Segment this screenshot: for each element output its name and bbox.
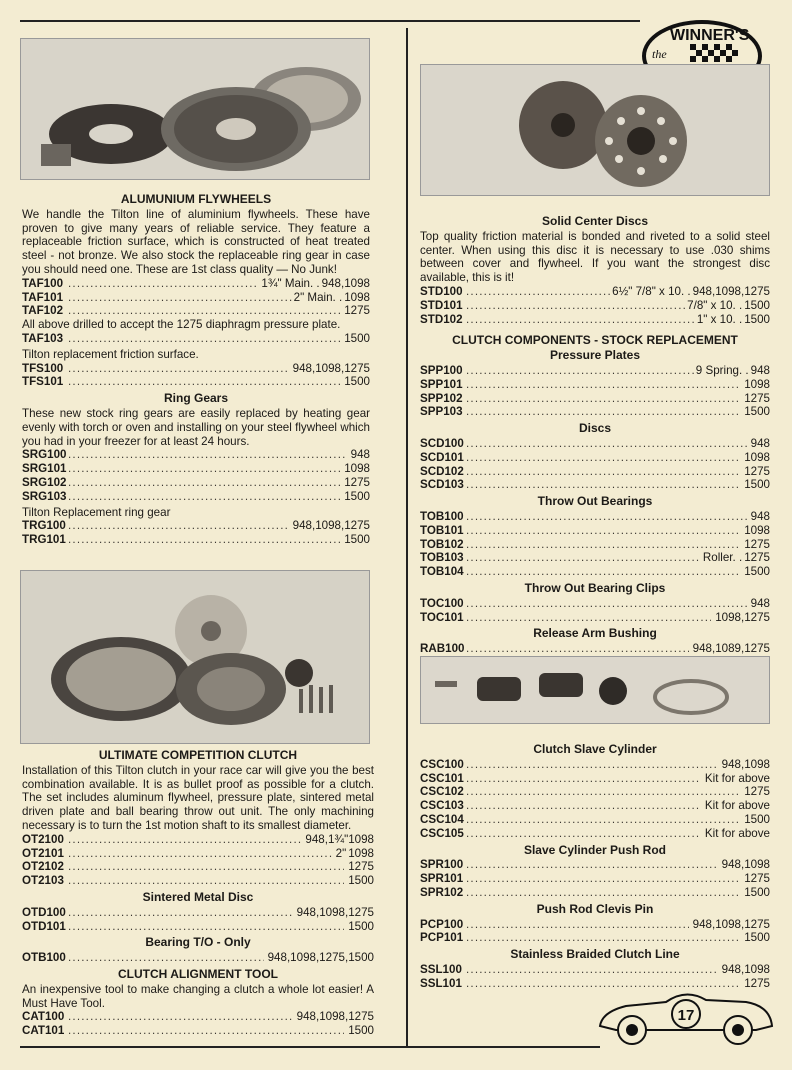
part-fitment: 1500 — [344, 533, 370, 547]
clutch-title: ULTIMATE COMPETITION CLUTCH — [98, 748, 298, 762]
price-row — [22, 362, 370, 376]
part-fitment: 1275 — [344, 475, 370, 489]
part-code: TOB100 — [420, 509, 464, 523]
part-fitment: 948 — [750, 436, 770, 450]
flywheels-list-2 — [22, 332, 370, 346]
right-column-lower — [420, 740, 770, 991]
part-fitment: 1275 — [348, 860, 374, 874]
part-fitment: 948,1089,1275 — [692, 642, 770, 656]
price-row — [420, 313, 770, 327]
leader-dots — [68, 304, 340, 318]
leader-dots — [466, 642, 689, 656]
part-fitment: 1275 — [344, 304, 370, 318]
leader-dots — [466, 524, 740, 538]
part-code: SSL101 — [420, 976, 462, 990]
price-row — [420, 510, 770, 524]
price-row — [22, 332, 370, 346]
leader-dots — [68, 833, 301, 847]
leader-dots — [466, 392, 740, 406]
leader-dots — [466, 313, 695, 327]
leader-dots — [68, 332, 340, 346]
part-code: TOC101 — [420, 610, 464, 624]
leader-dots — [466, 931, 740, 945]
price-row — [22, 1010, 374, 1024]
part-fitment: 1500 — [744, 885, 770, 899]
part-code: CAT101 — [22, 1024, 65, 1038]
part-code: SPP101 — [420, 377, 463, 391]
part-code: OT2101 — [22, 846, 64, 860]
logo-winners: WINNER'S — [670, 27, 750, 44]
price-row — [420, 565, 770, 579]
part-fitment: 1275 — [744, 464, 770, 478]
leader-dots — [466, 799, 701, 813]
part-fitment: 1275 — [744, 537, 770, 551]
leader-dots — [68, 874, 344, 888]
part-fitment: 948,1098,1275 — [292, 361, 370, 375]
part-fitment: 948,1098,1275,1500 — [267, 951, 374, 965]
ring-gears-list-2 — [22, 519, 370, 547]
price-row — [420, 437, 770, 451]
price-row — [420, 963, 770, 977]
part-code: SRG103 — [22, 489, 67, 503]
leader-dots — [466, 611, 711, 625]
part-code: SCD102 — [420, 464, 464, 478]
part-code: RAB100 — [420, 642, 465, 656]
price-row — [420, 872, 770, 886]
part-fitment: 1500 — [344, 331, 370, 345]
part-fitment: 948,1098 — [721, 757, 770, 771]
part-code: SRG102 — [22, 475, 67, 489]
leader-dots — [68, 476, 340, 490]
leader-dots — [466, 813, 740, 827]
leader-dots — [68, 847, 334, 861]
part-fitment: 1098,1275 — [715, 610, 770, 624]
price-row — [420, 977, 770, 991]
price-row — [420, 785, 770, 799]
part-fitment: 1500 — [348, 919, 374, 933]
slave-title: Clutch Slave Cylinder — [533, 742, 657, 756]
price-row — [22, 304, 370, 318]
part-fitment: 1098 — [744, 377, 770, 391]
price-row — [420, 758, 770, 772]
part-code: TOB103 — [420, 551, 464, 565]
part-code: CSC103 — [420, 799, 464, 813]
part-fitment: 948,1098,1275 — [296, 1010, 374, 1024]
price-row — [22, 874, 374, 888]
part-spec: 2" Main. . — [293, 290, 343, 304]
part-code: OT2100 — [22, 832, 64, 846]
part-fitment: 1500 — [348, 874, 374, 888]
price-row — [420, 799, 770, 813]
part-code: TRG100 — [22, 519, 66, 533]
throwout-title: Throw Out Bearings — [537, 494, 653, 509]
leader-dots — [466, 451, 740, 465]
bearing-title: Bearing T/O - Only — [145, 935, 251, 950]
part-code: TFS100 — [22, 361, 64, 375]
leader-dots — [466, 785, 740, 799]
leader-dots — [466, 886, 740, 900]
part-fitment: 948,1¾"1098 — [305, 832, 374, 846]
leader-dots — [68, 277, 259, 291]
leader-dots — [68, 920, 344, 934]
leader-dots — [466, 285, 610, 299]
price-row — [420, 451, 770, 465]
part-fitment: 948,1098 — [721, 858, 770, 872]
leader-dots — [466, 597, 747, 611]
logo-the: the — [652, 47, 667, 61]
part-fitment: 948,1098 — [321, 276, 370, 290]
part-fitment: 1500 — [744, 478, 770, 492]
leader-dots — [466, 977, 740, 991]
price-row — [420, 285, 770, 299]
part-fitment: 948 — [750, 363, 770, 377]
part-spec: 2" — [335, 846, 347, 860]
bearing-list — [22, 951, 374, 965]
part-code: TFS101 — [22, 375, 64, 389]
price-row — [420, 465, 770, 479]
price-row — [420, 931, 770, 945]
part-code: OTD101 — [22, 919, 66, 933]
part-fitment: Kit for above — [704, 826, 770, 840]
price-row — [22, 533, 370, 547]
part-code: TOB102 — [420, 537, 464, 551]
leader-dots — [68, 362, 289, 376]
part-code: SPP103 — [420, 405, 463, 419]
leader-dots — [466, 510, 747, 524]
leader-dots — [68, 448, 347, 462]
price-row — [22, 519, 370, 533]
part-code: SPR100 — [420, 858, 464, 872]
leader-dots — [68, 462, 340, 476]
price-row — [22, 951, 374, 965]
part-fitment: 1275 — [744, 785, 770, 799]
slave-cylinder-photo — [420, 656, 770, 724]
price-row — [22, 490, 370, 504]
discs-title: Discs — [578, 421, 612, 436]
part-code: SCD100 — [420, 436, 464, 450]
part-fitment: Kit for above — [704, 771, 770, 785]
part-fitment: 1500 — [744, 565, 770, 579]
ring-gears-description: These new stock ring gears are easily replaced by heating gear evenly with torch or oven and installing on your steel flywheel which you had in your freezer for at least 24 hours. — [22, 406, 370, 448]
part-spec: 6½" 7/8" x 10. . — [612, 284, 691, 298]
flywheels-title: ALUMUNIUM FLYWHEELS — [120, 192, 272, 206]
part-code: OT2102 — [22, 860, 64, 874]
part-fitment: 1275 — [744, 391, 770, 405]
part-code: SCD103 — [420, 478, 464, 492]
leader-dots — [466, 827, 701, 841]
part-code: CAT100 — [22, 1010, 65, 1024]
price-row — [420, 378, 770, 392]
price-row — [420, 886, 770, 900]
part-code: SCD101 — [420, 450, 464, 464]
friction-note: Tilton replacement friction surface. — [22, 347, 199, 361]
part-fitment: 1500 — [744, 312, 770, 326]
part-code: TAF100 — [22, 276, 64, 290]
solid-discs-list — [420, 285, 770, 326]
clips-list — [420, 597, 770, 625]
slave-list — [420, 758, 770, 841]
flywheels-note: All above drilled to accept the 1275 diaphragm pressure plate. — [22, 318, 341, 332]
components-title: CLUTCH COMPONENTS - STOCK REPLACEMENT — [452, 333, 738, 348]
part-fitment: 948 — [350, 448, 370, 462]
price-row — [420, 364, 770, 378]
competition-clutch-photo — [20, 570, 370, 744]
part-code: SSL100 — [420, 962, 462, 976]
part-code: SPR102 — [420, 885, 464, 899]
part-fitment: 1500 — [744, 931, 770, 945]
part-code: SPR101 — [420, 872, 464, 886]
part-code: SPP100 — [420, 363, 463, 377]
part-fitment: 948,1098,1275 — [692, 284, 770, 298]
ring-gears-list — [22, 448, 370, 503]
part-fitment: 1275 — [744, 551, 770, 565]
price-row — [420, 597, 770, 611]
leader-dots — [466, 772, 701, 786]
bottom-rule — [20, 1046, 600, 1048]
clevis-list — [420, 918, 770, 946]
flywheels-description: We handle the Tilton line of aluminium flywheels. These have proven to give many years of reliable service. They feature a replaceable friction surface, which is constructed of heat treated steel - not bronze. We also stock the replaceable ring gear in case you should need one. These are 1st class quality — No Junk! — [22, 207, 370, 276]
tool-description: An inexpensive tool to make changing a clutch a whole lot easier! A Must Have Tool. — [22, 982, 374, 1010]
pressure-plates-title: Pressure Plates — [549, 348, 641, 363]
part-fitment: 1500 — [348, 1024, 374, 1038]
part-fitment: 1275 — [744, 976, 770, 990]
price-row — [420, 524, 770, 538]
discs-list — [420, 437, 770, 492]
page-number: 17 — [677, 1007, 695, 1024]
part-code: STD101 — [420, 298, 463, 312]
leader-dots — [466, 918, 689, 932]
part-code: CSC102 — [420, 785, 464, 799]
price-row — [22, 476, 370, 490]
part-fitment: 1098 — [344, 290, 370, 304]
part-code: TOB101 — [420, 523, 464, 537]
price-row — [22, 860, 374, 874]
part-code: SRG100 — [22, 448, 67, 462]
part-code: PCP100 — [420, 917, 464, 931]
price-row — [420, 813, 770, 827]
part-spec: Roller. . — [702, 551, 743, 565]
price-row — [420, 392, 770, 406]
part-code: TOC100 — [420, 596, 464, 610]
ring-gears-title: Ring Gears — [163, 391, 229, 406]
friction-list — [22, 362, 370, 390]
price-row — [22, 291, 370, 305]
leader-dots — [68, 375, 340, 389]
leader-dots — [466, 858, 718, 872]
tool-title: CLUTCH ALIGNMENT TOOL — [118, 966, 278, 981]
clutch-description: Installation of this Tilton clutch in your race car will give you the best combination available. It is as bullet proof as possible for a clutch. The set includes aluminum flywheel, pressure plate, sintered metal driven plate and ball bearing throw out unit. The only machining necessary is to turn the 1st motion shaft to its smallest diameter. — [22, 763, 374, 832]
part-code: STD102 — [420, 312, 463, 326]
leader-dots — [466, 758, 718, 772]
part-fitment: 1500 — [344, 375, 370, 389]
price-row — [420, 827, 770, 841]
price-row — [420, 299, 770, 313]
part-fitment: 1500 — [744, 298, 770, 312]
release-title: Release Arm Bushing — [533, 626, 657, 641]
part-fitment: 1500 — [744, 812, 770, 826]
part-code: CSC100 — [420, 757, 464, 771]
leader-dots — [466, 437, 747, 451]
clevis-title: Push Rod Clevis Pin — [536, 901, 654, 916]
part-fitment: 1098 — [744, 523, 770, 537]
leader-dots — [466, 478, 740, 492]
braided-title: Stainless Braided Clutch Line — [510, 947, 680, 962]
leader-dots — [68, 519, 289, 533]
leader-dots — [68, 860, 344, 874]
part-code: TRG101 — [22, 533, 66, 547]
column-divider — [406, 28, 408, 1046]
part-fitment: 1275 — [744, 872, 770, 886]
price-row — [22, 462, 370, 476]
leader-dots — [68, 1024, 344, 1038]
part-fitment: 948,1098,1275 — [692, 917, 770, 931]
part-fitment: 948 — [750, 596, 770, 610]
braided-list — [420, 963, 770, 991]
price-row — [420, 478, 770, 492]
part-spec: 9 Spring. . — [695, 363, 749, 377]
part-fitment: 948,1098,1275 — [296, 905, 374, 919]
price-row — [22, 906, 374, 920]
part-fitment: 1098 — [348, 846, 374, 860]
part-fitment: 948,1098 — [721, 962, 770, 976]
price-row — [420, 772, 770, 786]
part-code: TAF102 — [22, 304, 64, 318]
price-row — [420, 918, 770, 932]
leader-dots — [466, 963, 718, 977]
leader-dots — [466, 465, 740, 479]
part-fitment: 1500 — [344, 489, 370, 503]
part-fitment: 1098 — [344, 462, 370, 476]
leader-dots — [466, 565, 740, 579]
flywheels-list — [22, 277, 370, 318]
top-rule — [20, 20, 640, 22]
throwout-list — [420, 510, 770, 579]
part-code: CSC105 — [420, 826, 464, 840]
part-code: OTD100 — [22, 905, 66, 919]
price-row — [420, 611, 770, 625]
part-fitment: 1500 — [744, 405, 770, 419]
right-column — [420, 212, 770, 656]
price-row — [22, 1024, 374, 1038]
leader-dots — [466, 405, 740, 419]
leader-dots — [466, 299, 685, 313]
price-row — [22, 277, 370, 291]
part-code: STD100 — [420, 284, 463, 298]
sintered-title: Sintered Metal Disc — [142, 889, 254, 904]
left-column — [22, 190, 370, 547]
ring-gear-note: Tilton Replacement ring gear — [22, 505, 171, 519]
pressure-plates-list — [420, 364, 770, 419]
pushrod-title: Slave Cylinder Push Rod — [523, 842, 667, 857]
part-code: TOB104 — [420, 565, 464, 579]
leader-dots — [68, 291, 292, 305]
price-row — [22, 920, 374, 934]
solid-discs-title: Solid Center Discs — [541, 214, 649, 228]
leader-dots — [466, 872, 740, 886]
part-code: OTB100 — [22, 951, 66, 965]
price-row — [22, 448, 370, 462]
tool-list — [22, 1010, 374, 1038]
part-fitment: Kit for above — [704, 799, 770, 813]
part-spec: 1¾" Main. . — [261, 276, 320, 290]
leader-dots — [466, 551, 701, 565]
leader-dots — [68, 533, 340, 547]
part-fitment: 1098 — [744, 450, 770, 464]
flywheels-photo — [20, 38, 370, 180]
part-code: CSC104 — [420, 812, 464, 826]
sintered-list — [22, 906, 374, 934]
left-column-lower — [22, 746, 374, 1038]
clutch-list — [22, 833, 374, 888]
part-spec: 1" x 10. . — [696, 312, 743, 326]
part-code: TAF101 — [22, 290, 64, 304]
price-row — [420, 405, 770, 419]
part-code: SRG101 — [22, 462, 67, 476]
car-illustration — [596, 982, 776, 1048]
price-row — [420, 642, 770, 656]
clips-title: Throw Out Bearing Clips — [524, 580, 666, 595]
leader-dots — [466, 538, 740, 552]
leader-dots — [466, 378, 740, 392]
part-code: OT2103 — [22, 874, 64, 888]
price-row — [22, 847, 374, 861]
leader-dots — [68, 490, 340, 504]
part-code: SPP102 — [420, 391, 463, 405]
price-row — [22, 375, 370, 389]
leader-dots — [68, 906, 293, 920]
solid-discs-description: Top quality friction material is bonded and riveted to a solid steel center. When using this disc it is necessary to use .030 shims between cover and flywheel. If you want the strongest disc available, this is it! — [420, 229, 770, 285]
leader-dots — [68, 1010, 293, 1024]
pushrod-list — [420, 858, 770, 899]
price-row — [420, 858, 770, 872]
price-row — [420, 538, 770, 552]
price-row — [22, 833, 374, 847]
part-fitment: 948,1098,1275 — [292, 519, 370, 533]
part-code: CSC101 — [420, 771, 464, 785]
price-row — [420, 551, 770, 565]
part-fitment: 948 — [750, 509, 770, 523]
solid-discs-photo — [420, 64, 770, 196]
release-list — [420, 642, 770, 656]
leader-dots — [466, 364, 694, 378]
leader-dots — [68, 951, 264, 965]
part-spec: 7/8" x 10. . — [687, 298, 743, 312]
part-code: PCP101 — [420, 931, 464, 945]
part-code: TAF103 — [22, 331, 64, 345]
